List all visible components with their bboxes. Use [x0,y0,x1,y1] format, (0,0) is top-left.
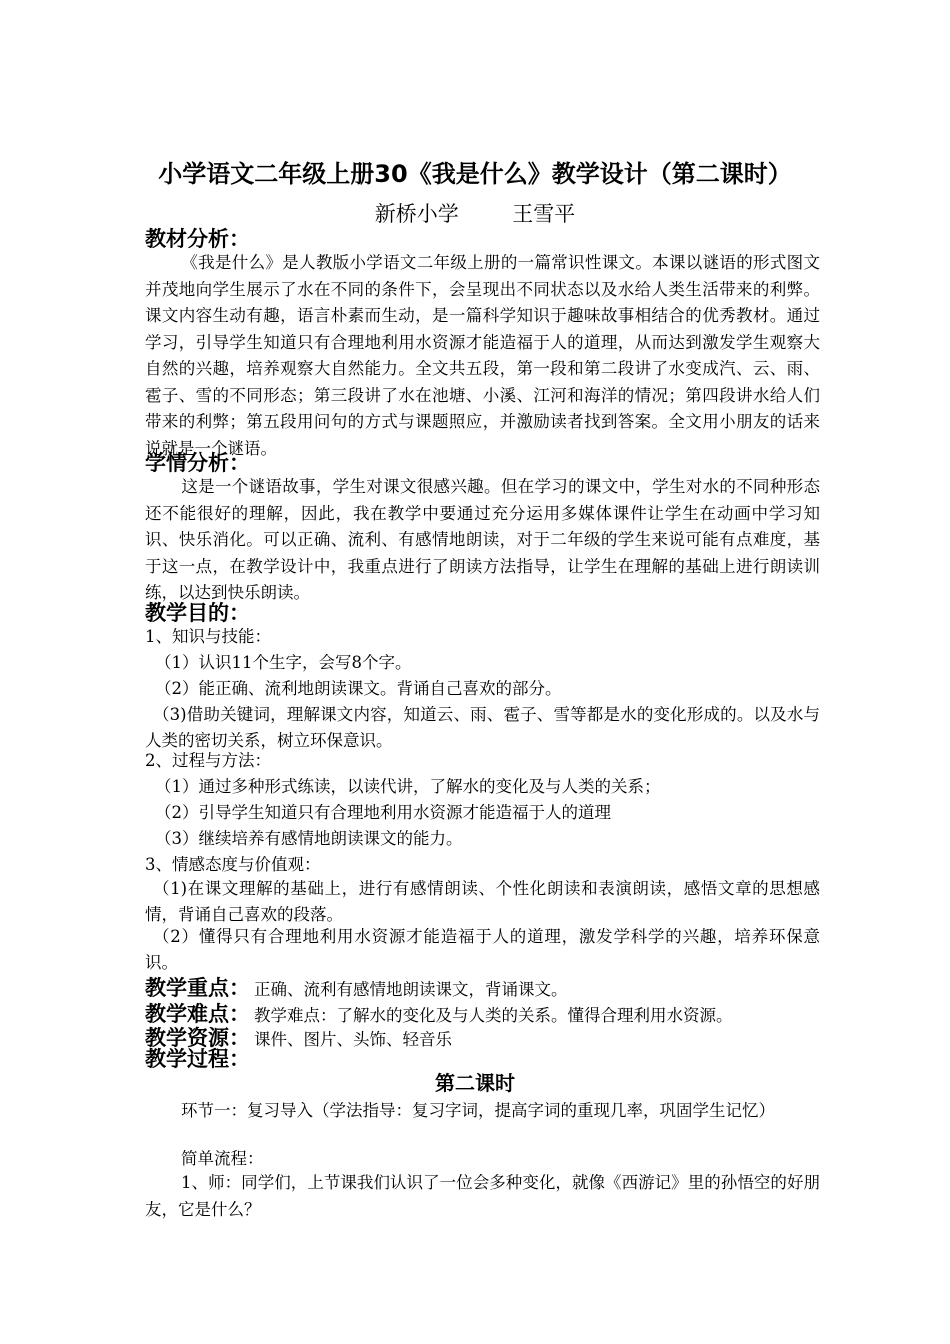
goal-item-2-1: （1）通过多种形式练读，以读代讲，了解水的变化及与人类的关系； [155,777,661,796]
step-1-body: 环节一：复习导入（学法指导：复习字词，提高字词的重现几率，巩固学生记忆） [181,1101,775,1120]
flow-label-text: 简单流程： [181,1149,264,1168]
goal-item-2-3: （3）继续培养有感情地朗读课文的能力。 [155,829,463,848]
goal-section-3: 3、情感态度与价值观： [145,855,321,874]
step-1-text [145,1098,820,1125]
goal-section-1: 1、知识与技能： [145,627,271,646]
material-analysis-text [145,250,820,462]
resources-label: 教学资源： [145,1026,250,1050]
author-line: 新桥小学 王雪平 [374,202,576,226]
goal-item-2-2: （2）引导学生知道只有合理地利用水资源才能造福于人的道理 [155,803,611,822]
difficult-point-value: 教学难点：了解水的变化及与人类的关系。懂得合理利用水资源。 [254,1006,733,1025]
flow-label [145,1146,820,1173]
goal-item-1-1: （1）认识11个生字，会写8个字。 [155,653,412,672]
flow-item-1 [145,1170,820,1223]
goal-item-1-3: （3)借助关键词，理解课文内容，知道云、雨、雹子、雪等都是水的变化形成的。以及水与人类的密切关系，树立环保意识。 [145,705,820,750]
document-title: 小学语文二年级上册30《我是什么》教学设计（第二课时） [158,160,792,188]
student-analysis-body: 这是一个谜语故事，学生对课文很感兴趣。但在学习的课文中，学生对水的不同种形态还不能很好的理解，因此，我在教学中要通过充分运用多媒体课件让学生在动画中学习知识、快乐消化。可以正确、流利、有感情地朗读，对于二年级的学生来说可能有点难度，基于这一点，在教学设计中，我重点进行了朗读方法指导，让学生在理解的基础上进行朗读训练，以达到快乐朗读。 [145,477,820,602]
teaching-process-heading: 教学过程： [145,1047,250,1071]
difficult-point-label: 教学难点： [145,1002,250,1026]
student-analysis-text [145,474,820,607]
lesson-title: 第二课时 [435,1071,515,1095]
goal-item-3-2: （2）懂得只有合理地利用水资源才能造福于人的道理，激发学科学的兴趣，培养环保意识。 [145,927,820,972]
key-point-label: 教学重点： [145,976,250,1000]
goal-section-2: 2、过程与方法： [145,751,271,770]
teaching-goals-heading: 教学目的： [145,601,250,625]
goal-item-1-2: （2）能正确、流利地朗读课文。背诵自己喜欢的部分。 [155,679,562,698]
student-analysis-heading: 学情分析： [145,451,250,475]
resources-value: 课件、图片、头饰、轻音乐 [254,1030,452,1049]
goal-item-3-1: （1)在课文理解的基础上，进行有感情朗读、个性化朗读和表演朗读，感悟文章的思想感情，背诵自己喜欢的段落。 [145,879,820,924]
material-analysis-heading: 教材分析： [145,227,250,251]
key-point-value: 正确、流利有感情地朗读课文，背诵课文。 [254,980,568,999]
material-analysis-body: 《我是什么》是人教版小学语文二年级上册的一篇常识性课文。本课以谜语的形式图文并茂地向学生展示了水在不同的条件下，会呈现出不同状态以及水给人类生活带来的利弊。课文内容生动有趣，语言朴素而生动，是一篇科学知识于趣味故事相结合的优秀教材。通过学习，引导学生知道只有合理地利用水资源才能造福于人的道理，从而达到激发学生观察大自然的兴趣，培养观察大自然能力。全文共五段，第一段和第二段讲了水变成汽、云、雨、雹子、雪的不同形态；第三段讲了水在池塘、小溪、江河和海洋的情况；第四段讲水给人们带来的利弊；第五段用问句的方式与课题照应，并激励读者找到答案。全文用小朋友的话来说就是一个谜语。 [145,253,820,458]
flow-item-1-text: 1、师：同学们，上节课我们认识了一位会多种变化，就像《西游记》里的孙悟空的好朋友，它是什么？ [145,1173,820,1219]
